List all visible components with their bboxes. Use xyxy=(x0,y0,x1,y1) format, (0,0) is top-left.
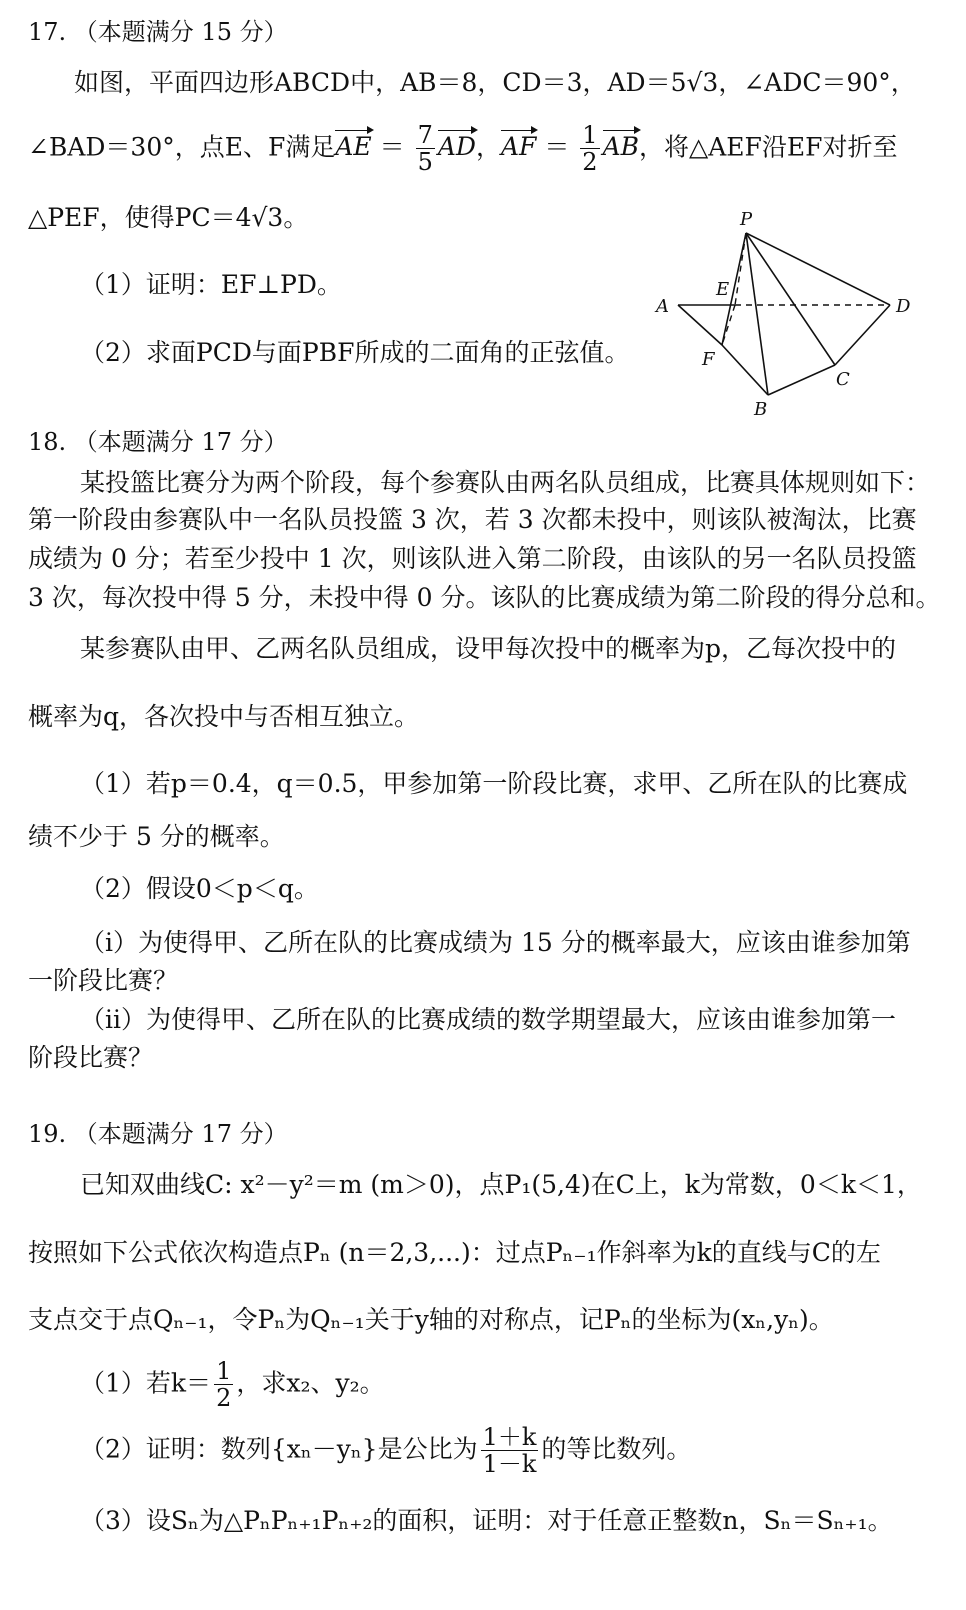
label-c: C xyxy=(836,369,850,390)
q19-line2: 按照如下公式依次构造点Pₙ (n＝2,3,...)：过点Pₙ₋₁作斜率为k的直线与C的左 xyxy=(28,1238,881,1267)
fraction-numerator: 1 xyxy=(216,1357,232,1385)
q19-line3: 支点交于点Qₙ₋₁，令Pₙ为Qₙ₋₁关于y轴的对称点，记Pₙ的坐标为(xₙ,yₙ)。 xyxy=(28,1305,834,1334)
q19-part2-text-a: （2）证明：数列{xₙ－yₙ}是公比为 xyxy=(80,1434,478,1464)
fraction-ratio xyxy=(481,1424,539,1478)
label-a: A xyxy=(656,296,669,317)
q18-line2: 第一阶段由参赛队中一名队员投篮 3 次，若 3 次都未投中，则该队被淘汰，比赛 xyxy=(28,505,917,534)
q18-part1-b: 绩不少于 5 分的概率。 xyxy=(28,822,285,851)
q19-part1-text-a: （1）若k＝ xyxy=(80,1368,212,1398)
fraction-denominator: 2 xyxy=(582,148,598,177)
q19-header: 19. （本题满分 17 分） xyxy=(28,1120,288,1148)
q19-part3: （3）设Sₙ为△PₙPₙ₊₁Pₙ₊₂的面积，证明：对于任意正整数n，Sₙ＝Sₙ₊₁。 xyxy=(80,1506,893,1535)
label-p: P xyxy=(740,209,753,230)
vector-ae: AE xyxy=(335,132,372,162)
vector-af: AF xyxy=(500,132,537,162)
q18-line6: 概率为q，各次投中与否相互独立。 xyxy=(28,702,420,731)
q17-line2-text-a: ∠BAD＝30°，点E、F满足 xyxy=(28,132,336,162)
fraction-numerator: 1＋k xyxy=(482,1423,537,1451)
fraction-7-5 xyxy=(416,122,435,176)
q18-line1: 某投篮比赛分为两个阶段，每个参赛队由两名队员组成，比赛具体规则如下： xyxy=(80,468,931,497)
vector-ab: AB xyxy=(602,132,640,162)
q17-line3: △PEF，使得PC＝4√3。 xyxy=(28,203,309,232)
fraction-numerator: 7 xyxy=(417,121,433,149)
q18-part2i-b: 一阶段比赛？ xyxy=(28,966,179,995)
equals-sign-2: ＝ xyxy=(544,132,570,162)
q19-part2-text-b: 的等比数列。 xyxy=(541,1434,692,1464)
q17-header: 17. （本题满分 15 分） xyxy=(28,18,288,46)
label-f: F xyxy=(702,349,715,370)
label-e: E xyxy=(716,279,730,300)
fraction-numerator: 1 xyxy=(582,121,598,149)
label-b: B xyxy=(754,399,768,415)
fraction-denominator: 2 xyxy=(216,1384,232,1413)
q17-line1: 如图，平面四边形ABCD中，AB＝8，CD＝3，AD＝5√3，∠ADC＝90°， xyxy=(74,68,916,97)
q17-line2-text-b: ， xyxy=(475,132,501,162)
q18-part1-a: （1）若p＝0.4，q＝0.5，甲参加第一阶段比赛，求甲、乙所在队的比赛成 xyxy=(80,769,908,798)
q18-header: 18. （本题满分 17 分） xyxy=(28,428,288,456)
q18-line4: 3 次，每次投中得 5 分，未投中得 0 分。该队的比赛成绩为第二阶段的得分总和。 xyxy=(28,583,941,612)
vector-ad: AD xyxy=(437,132,476,162)
q18-part2i-a: （i）为使得甲、乙所在队的比赛成绩为 15 分的概率最大，应该由谁参加第 xyxy=(80,928,911,957)
q17-part2: （2）求面PCD与面PBF所成的二面角的正弦值。 xyxy=(80,338,630,367)
fraction-denominator: 1－k xyxy=(482,1450,537,1479)
q19-part2 xyxy=(80,1424,691,1478)
q18-line3: 成绩为 0 分；若至少投中 1 次，则该队进入第二阶段，由该队的另一名队员投篮 xyxy=(28,544,917,573)
fraction-denominator: 5 xyxy=(417,148,433,177)
folded-pyramid-figure xyxy=(650,205,920,415)
q17-line2 xyxy=(28,122,898,176)
q19-line1: 已知双曲线C: x²－y²＝m (m＞0)，点P₁(5,4)在C上，k为常数，0＜k＜1， xyxy=(80,1170,922,1199)
q17-line2-text-c: ，将△AEF沿EF对折至 xyxy=(639,132,898,162)
equals-sign: ＝ xyxy=(379,132,405,162)
q19-part1 xyxy=(80,1358,385,1412)
q19-part1-text-b: ，求x₂、y₂。 xyxy=(236,1368,385,1398)
fraction-1-2 xyxy=(580,122,599,176)
q17-part1: （1）证明：EF⊥PD。 xyxy=(80,270,342,299)
label-d: D xyxy=(896,296,911,317)
fraction-one-half xyxy=(214,1358,233,1412)
q18-part2ii-b: 阶段比赛？ xyxy=(28,1043,154,1072)
q18-part2: （2）假设0＜p＜q。 xyxy=(80,874,319,903)
q18-line5: 某参赛队由甲、乙两名队员组成，设甲每次投中的概率为p，乙每次投中的 xyxy=(80,634,897,663)
q18-part2ii-a: （ii）为使得甲、乙所在队的比赛成绩的数学期望最大，应该由谁参加第一 xyxy=(80,1005,896,1034)
